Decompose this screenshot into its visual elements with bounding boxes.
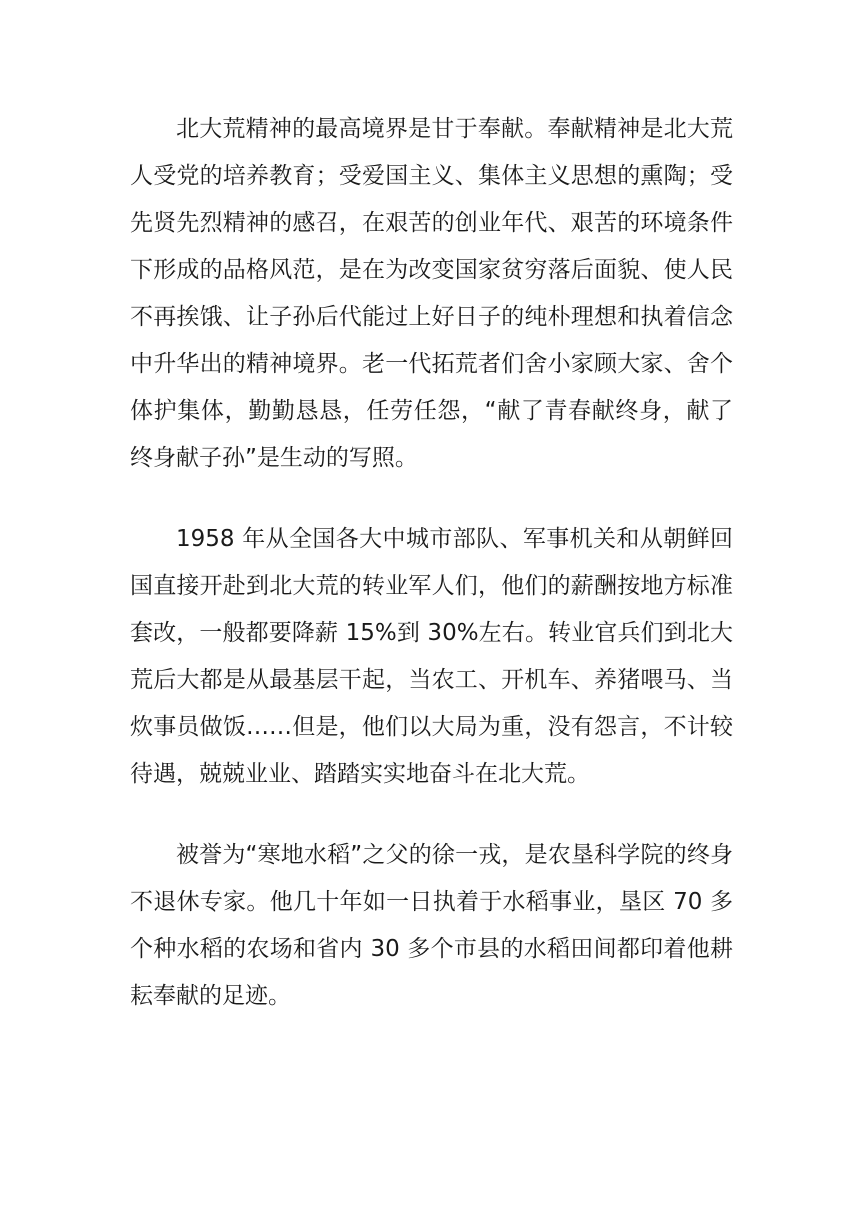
paragraph-3: 被誉为“寒地水稻”之父的徐一戎，是农垦科学院的终身不退休专家。他几十年如一日执着于水稻事业，垦区 70 多个种水稻的农场和省内 30 多个市县的水稻田间都印着他耕耘奉献的足迹。 (130, 842, 733, 1009)
document-body (130, 106, 733, 1020)
paragraph-1: 北大荒精神的最高境界是甘于奉献。奉献精神是北大荒人受党的培养教育；受爱国主义、集体主义思想的熏陶；受先贤先烈精神的感召，在艰苦的创业年代、艰苦的环境条件下形成的品格风范，是在为改变国家贫穷落后面貌、使人民不再挨饿、让子孙后代能过上好日子的纯朴理想和执着信念中升华出的精神境界。老一代拓荒者们舍小家顾大家、舍个体护集体，勤勤恳恳，任劳任怨，“献了青春献终身，献了终身献子孙”是生动的写照。 (130, 116, 733, 471)
paragraph-2: 1958 年从全国各大中城市部队、军事机关和从朝鲜回国直接开赴到北大荒的转业军人们，他们的薪酬按地方标准套改，一般都要降薪 15%到 30%左右。转业官兵们到北大荒后大都是从最基层干起，当农工、开机车、养猪喂马、当炊事员做饭……但是，他们以大局为重，没有怨言，不计较待遇，兢兢业业、踏踏实实地奋斗在北大荒。 (130, 526, 733, 787)
